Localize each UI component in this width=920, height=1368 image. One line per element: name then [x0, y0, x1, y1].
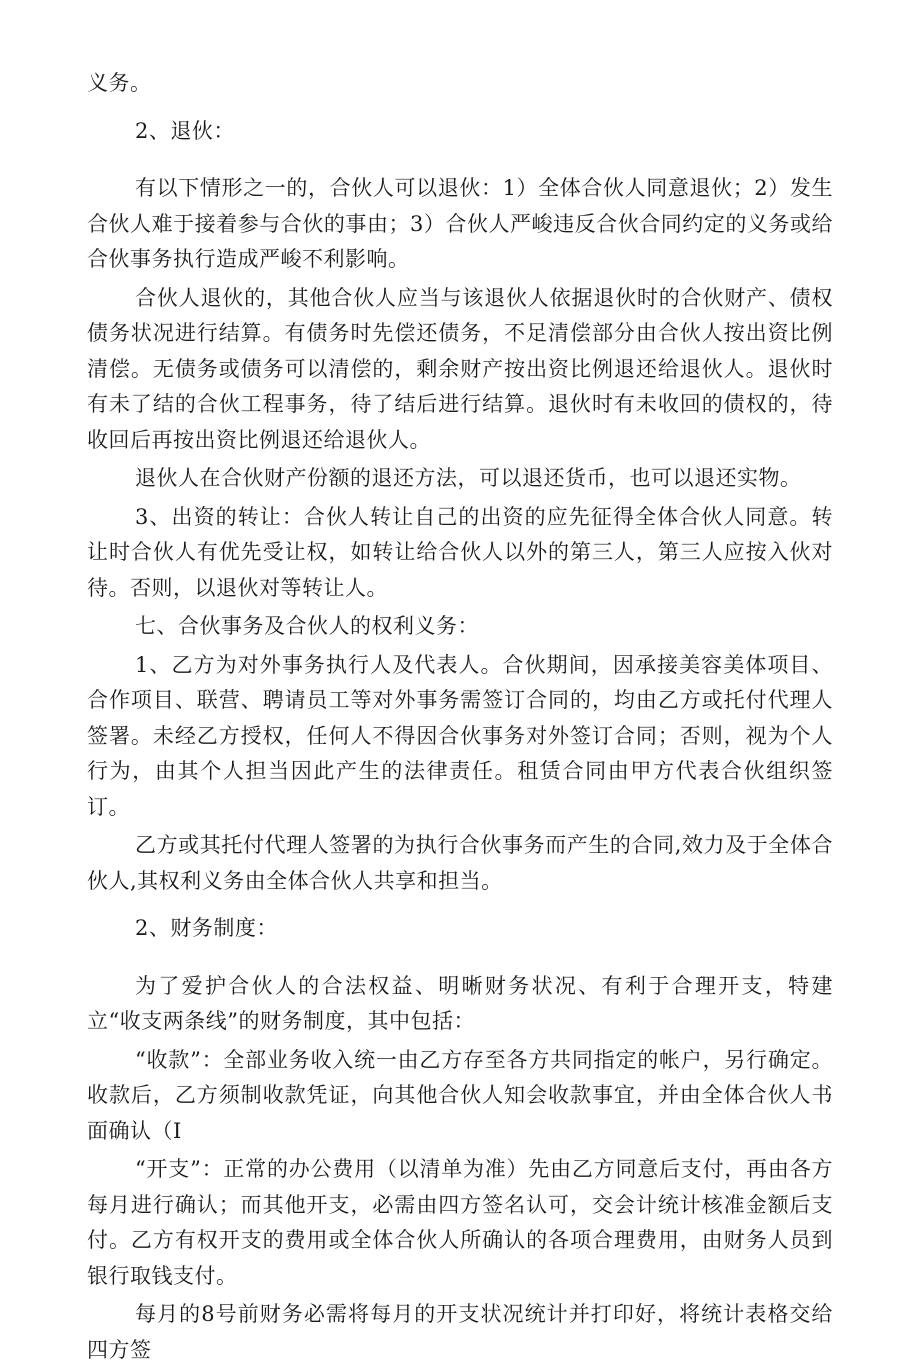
paragraph-financial-intro: 为了爱护合伙人的合法权益、明晰财务状况、有利于合理开支，特建立“收支两条线”的财务制度，其中包括： — [87, 973, 833, 1033]
paragraph-withdrawal-conditions: 有以下情形之一的，合伙人可以退伙：1）全体合伙人同意退伙；2）发生合伙人难于接着参与合伙的事由；3）合伙人严峻违反合伙合同约定的义务或给合伙事务执行造成严峻不利影响。 — [87, 176, 833, 271]
paragraph-expenses: “开支”：正常的办公费用（以清单为准）先由乙方同意后支付，再由各方每月进行确认；而其他开支，必需由四方签名认可，交会计统计核准金额后支付。乙方有权开支的费用或全体合伙人所确认的各项合理费用，由财务人员到银行取钱支付。 — [87, 1157, 833, 1288]
paragraph-refund-method: 退伙人在合伙财产份额的退还方法，可以退还货币，也可以退还实物。 — [135, 466, 802, 490]
document-page — [87, 66, 833, 1368]
paragraph-capital-transfer: 3、出资的转让：合伙人转让自己的出资的应先征得全体合伙人同意。转让时合伙人有优先受让权，如转让给合伙人以外的第三人，第三人应按入伙对待。否则，以退伙对等转让人。 — [87, 504, 833, 600]
paragraph-withdrawal-settlement: 合伙人退伙的，其他合伙人应当与该退伙人依据退伙时的合伙财产、债权债务状况进行结算。有债务时先偿还债务，不足清偿部分由合伙人按出资比例清偿。无债务或债务可以清偿的，剩余财产按出资比例退还给退伙人。退伙时有未了结的合伙工程事务，待了结后进行结算。退伙时有未收回的债权的，待收回后再按出资比例退还给退伙人。 — [87, 285, 833, 452]
heading-financial-system: 2、财务制度： — [135, 916, 278, 940]
paragraph-contract-effect: 乙方或其托付代理人签署的为执行合伙事务而产生的合同,效力及于全体合伙人,其权利义务由全体合伙人共享和担当。 — [87, 833, 833, 893]
heading-withdrawal: 2、退伙： — [135, 118, 235, 143]
heading-section-seven: 七、合伙事务及合伙人的权利义务： — [135, 614, 479, 638]
paragraph-executive-partner: 1、乙方为对外事务执行人及代表人。合伙期间，因承接美容美体项目、合作项目、联营、聘请员工等对外事务需签订合同的，均由乙方或托付代理人签署。未经乙方授权，任何人不得因合伙事务对外签订合同；否则，视为个人行为，由其个人担当因此产生的法律责任。租赁合同由甲方代表合伙组织签订。 — [87, 652, 833, 819]
paragraph-monthly-report: 每月的8号前财务必需将每月的开支状况统计并打印好，将统计表格交给四方签 — [87, 1302, 833, 1362]
paragraph-receipts: “收款”：全部业务收入统一由乙方存至各方共同指定的帐户，另行确定。收款后，乙方须制收款凭证，向其他合伙人知会收款事宜，并由全体合伙人书面确认（I — [87, 1047, 833, 1143]
paragraph-continuation: 义务。 — [87, 71, 152, 95]
